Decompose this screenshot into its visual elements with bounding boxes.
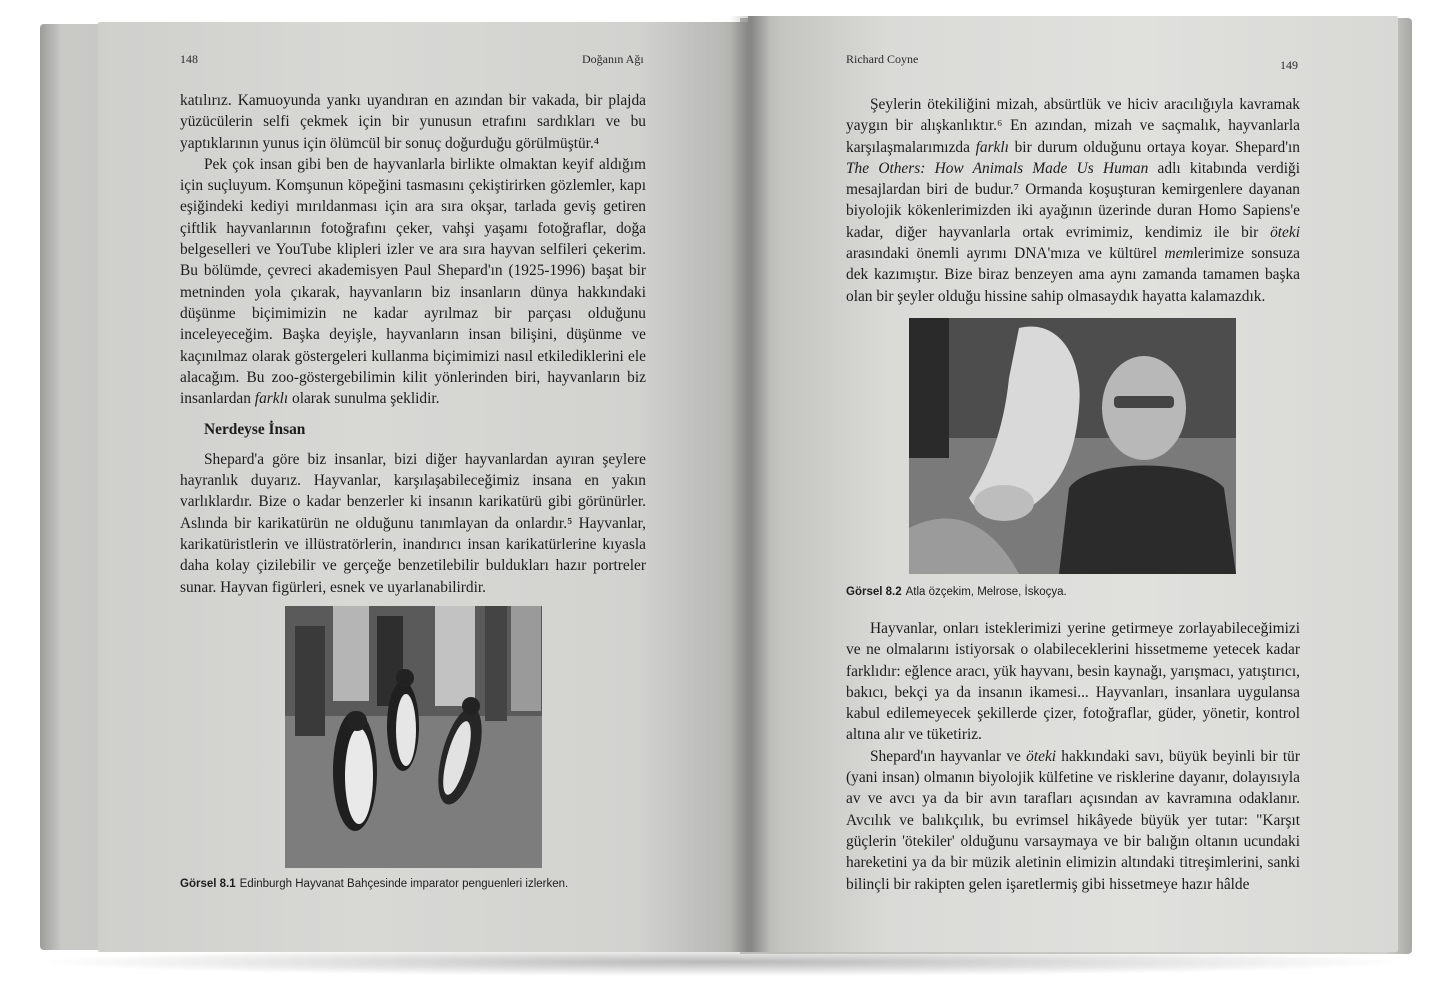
paragraph: katılırız. Kamuoyunda yankı uyandıran en azından bir vakada, bir plajda yüzücülerin selfi çekmek için bir yunusun etrafını sardıkları ve bu yaptıklarının yunus için ölümcül bir sonuç doğurduğu görülmüştür.⁴	[180, 92, 646, 152]
right-page-number: 149	[1280, 58, 1298, 72]
right-body-text-top	[846, 94, 1300, 307]
right-running-head: Richard Coyne	[846, 52, 919, 66]
left-page-number: 148	[180, 52, 198, 66]
penguin-photo	[285, 606, 542, 868]
left-page	[98, 22, 756, 952]
paragraph: Hayvanlar, onları isteklerimizi yerine getirmeye zorlayabileceğimizi ve ne olmalarını istiyorsak o olabileceklerini hissetmeme yetecek kadar farklıdır: eğlence aracı, yük hayvanı, besin kaynağı, yarışmacı, yatıştırıcı, bakıcı, bekçi ya da insanın ikamesi... Hayvanları, insanlara uygulansa kabul edilemeyecek şekillerde çizer, fotoğraflar, güder, yönetir, kontrol altına alır ve tüketiriz.	[846, 620, 1300, 744]
paragraph: Pek çok insan gibi ben de hayvanlarla birlikte olmaktan keyif aldığım için suçluyum. Komşunun köpeğini tasmasını çekiştirirken gözlemler, kapı eşiğindeki kediyi mırıldanması için ara sıra okşar, tarlada geviş getiren çiftlik hayvanlarının fotoğrafını çeker, vahşi yaşamı fotoğraflar, doğa belgeselleri ve YouTube klipleri izler ve ara sıra hayvan selfileri çekerim. Bu bölümde, çevreci akademisyen Paul Shepard'ın (1925-1996) başat bir metninden yola çıkarak, hayvanların biz insanların dünya hakkındaki düşünme biçimimizin ne kadar ayrılmaz bir parçası olduğunu inceleyeceğim. Başka deyişle, hayvanların insan bilişini, düşünme ve kaçınılmaz olarak göstergeleri kullanma biçimimizi nasıl etkilediklerini ele alacağım. Bu zoo-göstergebilimin kilit yönlerinden biri, hayvanların biz insanlardan farklı olarak sunulma şeklidir.	[180, 155, 646, 408]
horse-selfie-photo	[909, 318, 1236, 574]
book-gutter	[730, 16, 770, 952]
right-body-text-bottom	[846, 618, 1300, 895]
figure-caption-8-1: Görsel 8.1 Edinburgh Hayvanat Bahçesinde imparator penguenleri izlerken.	[180, 878, 569, 890]
paragraph: Shepard'ın hayvanlar ve öteki hakkındaki savı, büyük beyinli bir tür (yani insan) olmanın biyolojik külfetine ve risklerine dayanır, dolayısıyla av ve avcı ya da bir avın tarafları açısından av kavramına odaklanır. Avcılık ve balıkçılık, bu evrimsel hikâyede büyük yer tutar: "Karşıt güçlerin 'ötekiler' olduğunu varsaymaya ve bir balığın oltanın ucundaki hareketini ya da bir müzik aletinin elimizin altındaki titreşimlerini, sanki bilinçli bir rakipten gelen işaretlermiş gibi hissetmeye hazır hâlde	[846, 747, 1300, 893]
horse-selfie-image	[909, 318, 1236, 574]
left-body-text	[180, 90, 646, 598]
left-running-head: Doğanın Ağı	[582, 52, 644, 66]
right-page	[748, 16, 1398, 952]
paragraph: Şeylerin ötekiliğini mizah, absürtlük ve hiciv aracılığıyla kavramak yaygın bir alışkanlıktır.⁶ En azından, mizah ve saçmalık, hayvanlarla karşılaşmalarımızda farklı bir durum olduğunu ortaya koyar. Shepard'ın The Others: How Animals Made Us Human adlı kitabında verdiği mesajlardan biri de budur.⁷ Ormanda koşuşturan kemirgenlere dayanan biyolojik kökenlerimizden iki ayağının üzerinde duran Homo Sapiens'e kadar, diğer hayvanlarla ortak evrimimiz, kendimiz ile bir öteki arasındaki önemli ayrımı DNA'mıza ve kültürel memlerimize sonsuza dek kazımıştır. Bize biraz benzeyen ama aynı zamanda tamamen başka olan bir şeyler olduğu hissine sahip olmasaydık hayatta kalamazdık.	[846, 96, 1300, 305]
section-heading: Nerdeyse İnsan	[204, 421, 306, 439]
figure-caption-8-2: Görsel 8.2 Atla özçekim, Melrose, İskoçya.	[846, 586, 1067, 598]
penguin-photo-image	[285, 606, 542, 868]
paragraph: Shepard'a göre biz insanlar, bizi diğer hayvanlardan ayıran şeylere hayranlık duyarız. Hayvanlar, karşılaşabileceğimiz insana en yakın varlıklardır. Bize o kadar benzerler ki insanın karikatürü gibi görünürler. Aslında bir karikatürün ne olduğunu tanımlayan da onlardır.⁵ Hayvanlar, karikatüristlerin ve illüstratörlerin, inandırıcı insan karikatürlerine kıyasla daha kolay çizilebilir ve gerçeğe benzetilebilir buldukları hazır portreler sunar. Hayvan figürleri, esnek ve uyarlanabilirdir.	[180, 450, 646, 596]
